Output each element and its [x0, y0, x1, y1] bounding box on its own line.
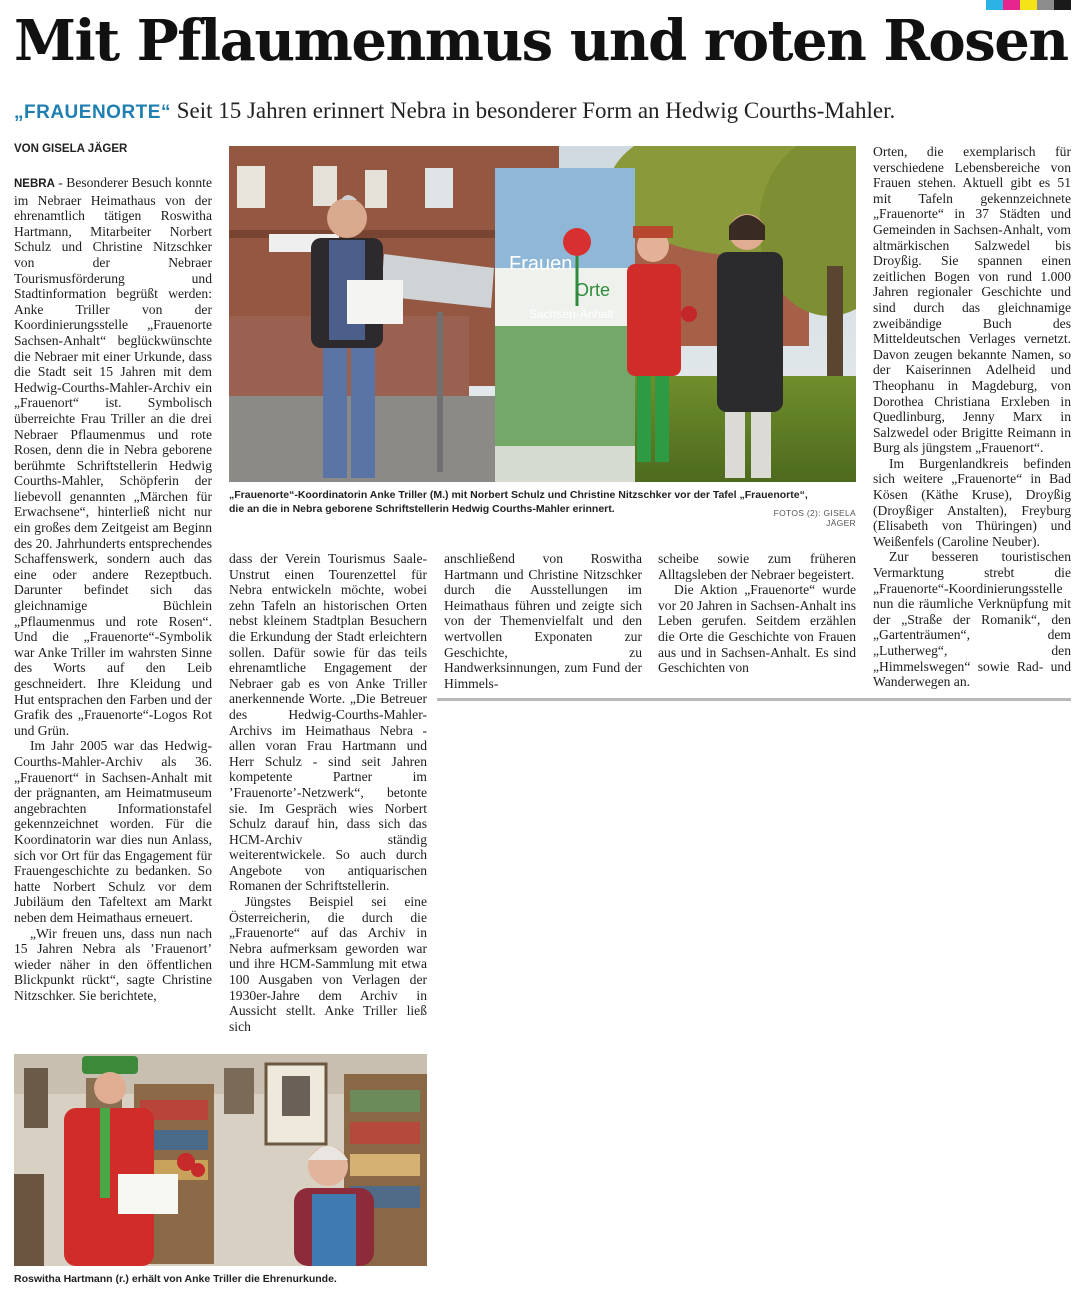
caption-line: „Frauenorte“-Koordinatorin Anke Triller (M.) mit Norbert Schulz und Christine Nitzschker vor der Tafel „Frauenorte“, [229, 489, 808, 501]
second-photo [14, 1054, 427, 1266]
banner-text-orte: Orte [575, 280, 611, 300]
photo-credit: FOTOS (2): GISELA JÄGER [773, 508, 856, 528]
paragraph [14, 175, 212, 738]
paragraph: Orten, die exemplarisch für verschiedene Lebensbereiche von Frauen stehen. Aktuell gibt es 51 mit Tafeln gekennzeichnete „Frauenorte“ in 37 Städten und Gemeinden in Sachsen-Anhalt, vom altmärkischen Salzwedel bis Droyßig. Sie spannen einen zeitlichen Bogen von rund 1.000 Jahren regionaler Geschichte und sind durch das gleichnamige zweibändige Buch des Mitteldeutschen Verlages vernetzt. Davon zeugen bekannte Namen, so der Kaiserinnen Adelheid und Theophanu in Magdeburg, von Dorothea Christiana Erxleben in Quedlinburg, Jenny Marx in Salzwedel oder Brigitte Reimann in Burg als jüngstem „Frauenort“. [873, 144, 1071, 456]
paragraph: dass der Verein Tourismus Saale-Unstrut einen Tourenzettel für Nebra entwickeln möchte, wobei zehn Tafeln an historischen Orten nebst kleinem Stadtplan Besuchern die Erkundung der Stadt erleichtern sollen. Dafür sowie für das teils ehrenamtliche Engagement der Nebraer gab es von Anke Triller anerkennende Worte. „Die Betreuer des Hedwig-Courths-Mahler-Archivs im Heimathaus Nebra - allen voran Frau Hartmann und Herr Schulz - sind seit Jahren kompetente Partner im ’Frauenorte’-Netzwerk“, betonte sie. Im Gespräch wies Norbert Schulz darauf hin, dass sich das HCM-Archiv ständig weiterentwickele. So auch durch Angebote von antiquarischen Romanen der Schriftstellerin. [229, 551, 427, 894]
paragraph: anschließend von Roswitha Hartmann und Christine Nitzschker durch die Ausstellungen im Heimathaus führen und zeigte sich von der Themenvielfalt und den wertvollen Exponaten zur Geschichte, zu Handwerksinnungen, zum Fund der Himmels- [444, 551, 642, 691]
main-photo [229, 146, 856, 482]
dateline: NEBRA [14, 178, 55, 190]
article-column-5 [873, 144, 1071, 690]
paragraph: Die Aktion „Frauenorte“ wurde vor 20 Jahren in Sachsen-Anhalt ins Leben gerufen. Seitdem erzählen die Orte die Geschichte von Frauen aus und in Sachsen-Anhalt. Es sind Geschichten von [658, 582, 856, 676]
paragraph: Im Jahr 2005 war das Hedwig-Courths-Mahler-Archiv als 36. „Frauenort“ in Sachsen-Anhalt mit der prägnanten, am Heimatmuseum angebrachten Informationstafel gekennzeichnet worden. Für die Koordinatorin war dies nun Anlass, sich vor Ort für das Engagement für Frauengeschichte zu bedanken. So hatte Norbert Schulz vor dem Jubiläum den Tafeltext am Markt neben dem Heimathaus erneuert. [14, 738, 212, 925]
subheadline [14, 98, 895, 124]
byline: VON GISELA JÄGER [14, 143, 128, 155]
paragraph: Zur besseren touristischen Vermarktung strebt die „Frauenorte“-Koordinierungsstelle nun die räumliche Verknüpfung mit der „Straße der Romanik“, den „Gartenträumen“, dem „Lutherweg“, den „Himmelswegen“ sowie Rad- und Wanderwegen an. [873, 549, 1071, 690]
kicker: „FRAUENORTE“ [14, 102, 171, 123]
banner-text-frauen: Frauen [509, 253, 573, 275]
paragraph: scheibe sowie zum früheren Alltagsleben der Nebraer begeistert. [658, 551, 856, 582]
headline: Mit Pflaumenmus und roten Rosen [14, 8, 1068, 74]
subhead-text: Seit 15 Jahren erinnert Nebra in besonderer Form an Hedwig Courths-Mahler. [176, 98, 896, 123]
paragraph: „Wir freuen uns, dass nun nach 15 Jahren Nebra als ’Frauenort’ wieder näher in den öffentlichen Blickpunkt rückt“, sagte Christine Nitzschker. Sie berichtete, [14, 925, 212, 1003]
article-column-2 [229, 551, 427, 1034]
banner-text-region: Sachsen-Anhalt [529, 307, 614, 321]
section-divider [437, 698, 1071, 701]
paragraph: Im Burgenlandkreis befinden sich weitere „Frauenorte“ in Bad Kösen (Käthe Kruse), Droyßig (Droyßiger Anstalten), Freyburg (Elisabeth von Thüringen) und Weißenfels (Caroline Neuber). [873, 455, 1071, 549]
article-column-3 [444, 551, 642, 691]
article-column-1 [14, 175, 212, 1003]
caption-line: die an die in Nebra geborene Schriftstellerin Hedwig Courths-Mahler erinnert. [229, 503, 615, 515]
paragraph-text: - Besonderer Besuch konnte im Nebraer Heimathaus von der ehrenamtlich tätigen Roswitha Hartmann, Mitarbeiter Norbert Schulz und Christine Nitzschker von der Nebraer Tourismusförderung und Stadtinformation begrüßt werden: Anke Triller von der Koordinierungsstelle „Frauenorte Sachsen-Anhalt“ beglückwünschte die Nebraer mit einer Urkunde, dass die Stadt seit 15 Jahren mit dem Hedwig-Courths-Mahler-Archiv ein „Frauenort“ ist. Symbolisch überreichte Frau Triller an die drei Nebraer Pflaumenmus und rote Rosen, denn die in Nebra geborene berühmte Schriftstellerin Hedwig Courths-Mahler, Schöpferin der liebevoll genannten „Märchen für Erwachsene“, hinterließ nicht nur ein großes dem Zeitgeist am Beginn des 20. Jahrhunderts entsprechendes Schaffenswerk, sondern auch das eine oder andere Rezeptbuch. Darunter befindet sich das gleichnamige Büchlein „Pflaumenmus und rote Rosen“. Und die „Frauenorte“-Symbolik war Anke Triller im wahrsten Sinne des Worts auf den Leib geschneidert. Ihre Kleidung und Hut entsprachen den Farben und der Grafik des „Frauenorte“-Logos Rot und Grün. [14, 175, 212, 738]
second-photo-caption: Roswitha Hartmann (r.) erhält von Anke Triller die Ehrenurkunde. [14, 1273, 337, 1285]
article-column-4 [658, 551, 856, 676]
paragraph: Jüngstes Beispiel sei eine Österreicherin, die durch die „Frauenorte“ auf das Archiv in Nebra aufmerksam geworden war und ihre HCM-Sammlung mit etwa 100 Ausgaben von Verlagen der 1930er-Jahre dem Archiv in Aussicht stellt. Anke Triller ließ sich [229, 894, 427, 1034]
